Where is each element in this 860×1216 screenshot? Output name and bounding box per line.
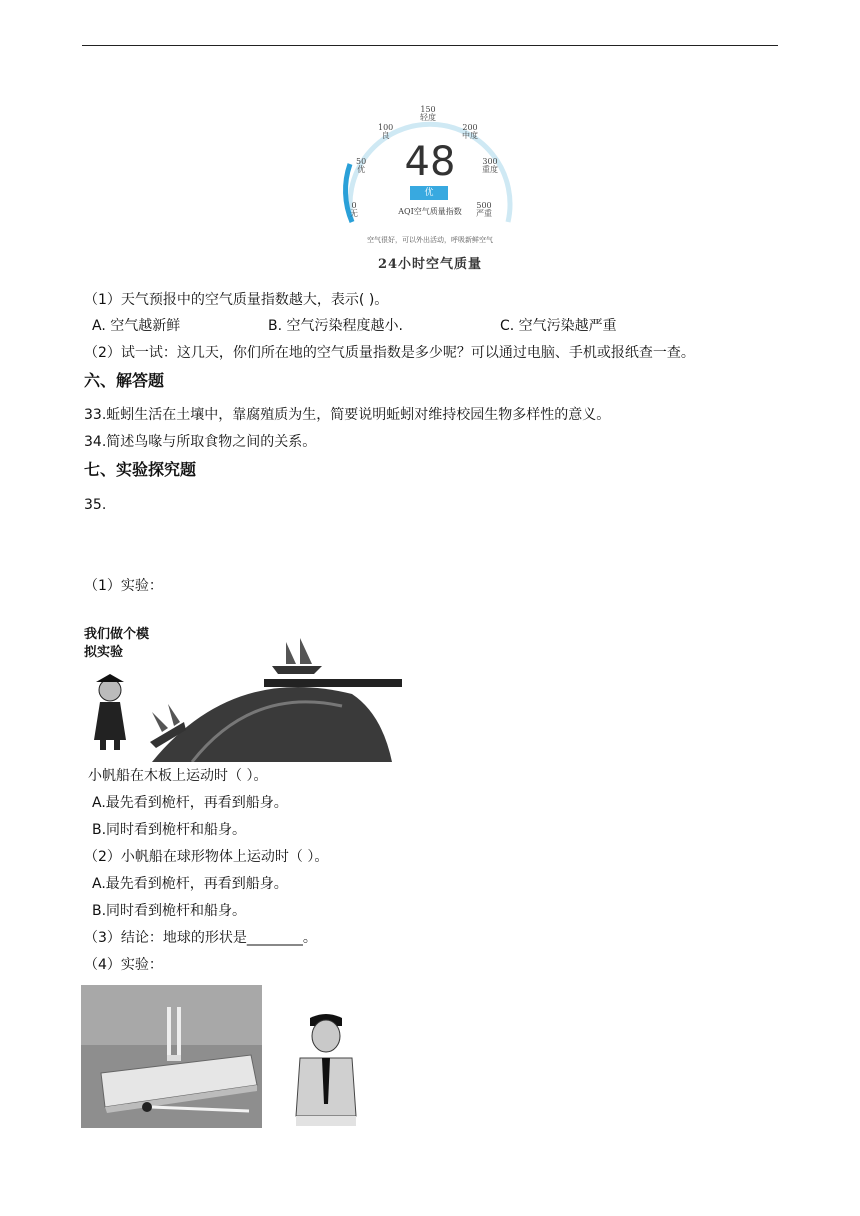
tick-150: 150 轻度	[420, 105, 436, 122]
q1-stem: （1）天气预报中的空气质量指数越大，表示( )。	[84, 292, 389, 308]
q35-part1-option-b: B.同时看到桅杆和船身。	[92, 822, 247, 838]
q35-part4-label: （4）实验：	[84, 957, 163, 973]
tick-0: 0 无	[350, 201, 358, 218]
aqi-advice: 空气很好，可以外出活动，呼吸新鲜空气	[367, 236, 493, 244]
aqi-gauge-figure	[338, 96, 522, 278]
q35-part2-question: （2）小帆船在球形物体上运动时（ ）。	[84, 849, 329, 865]
student-graphic	[290, 1012, 362, 1128]
question-35-number: 35.	[84, 497, 107, 513]
q1-option-a: A. 空气越新鲜	[92, 318, 181, 334]
q35-part3-conclusion: （3）结论：地球的形状是________。	[84, 930, 317, 946]
aqi-value: 48	[404, 139, 456, 185]
tick-100: 100 良	[378, 123, 394, 140]
tuning-fork-graphic	[81, 985, 262, 1128]
tick-500: 500 严重	[476, 201, 492, 218]
header-rule	[82, 45, 778, 46]
student-photo	[290, 1012, 362, 1128]
q2-stem: （2）试一试：这几天，你们所在地的空气质量指数是多少呢？可以通过电脑、手机或报纸查一查。	[84, 345, 695, 361]
sailboat-experiment-image	[82, 624, 404, 762]
q1-option-c: C. 空气污染越严重	[500, 318, 617, 334]
tick-50: 50 优	[356, 157, 367, 174]
section-6-heading: 六、解答题	[84, 371, 165, 390]
q35-part1-label: （1）实验：	[84, 578, 163, 594]
question-34: 34.简述鸟喙与所取食物之间的关系。	[84, 434, 317, 450]
tick-200: 200 中度	[462, 123, 478, 140]
q35-part1-option-a: A.最先看到桅杆，再看到船身。	[92, 795, 288, 811]
aqi-figure-caption: 24小时空气质量	[377, 257, 483, 272]
q35-part1-question: 小帆船在木板上运动时（ ）。	[88, 768, 268, 784]
simulation-caption: 我们做个模拟实验	[84, 627, 150, 660]
q35-part2-option-a: A.最先看到桅杆，再看到船身。	[92, 876, 288, 892]
aqi-status-badge: 优	[410, 186, 448, 200]
q1-option-b: B. 空气污染程度越小.	[268, 318, 403, 334]
section-7-heading: 七、实验探究题	[84, 460, 197, 479]
aqi-index-label: AQI空气质量指数	[398, 207, 462, 216]
question-33: 33.蚯蚓生活在土壤中，靠腐殖质为生，简要说明蚯蚓对维持校园生物多样性的意义。	[84, 407, 611, 423]
q35-part2-option-b: B.同时看到桅杆和船身。	[92, 903, 247, 919]
tick-300: 300 重度	[482, 157, 498, 174]
tuning-fork-photo	[81, 985, 262, 1128]
